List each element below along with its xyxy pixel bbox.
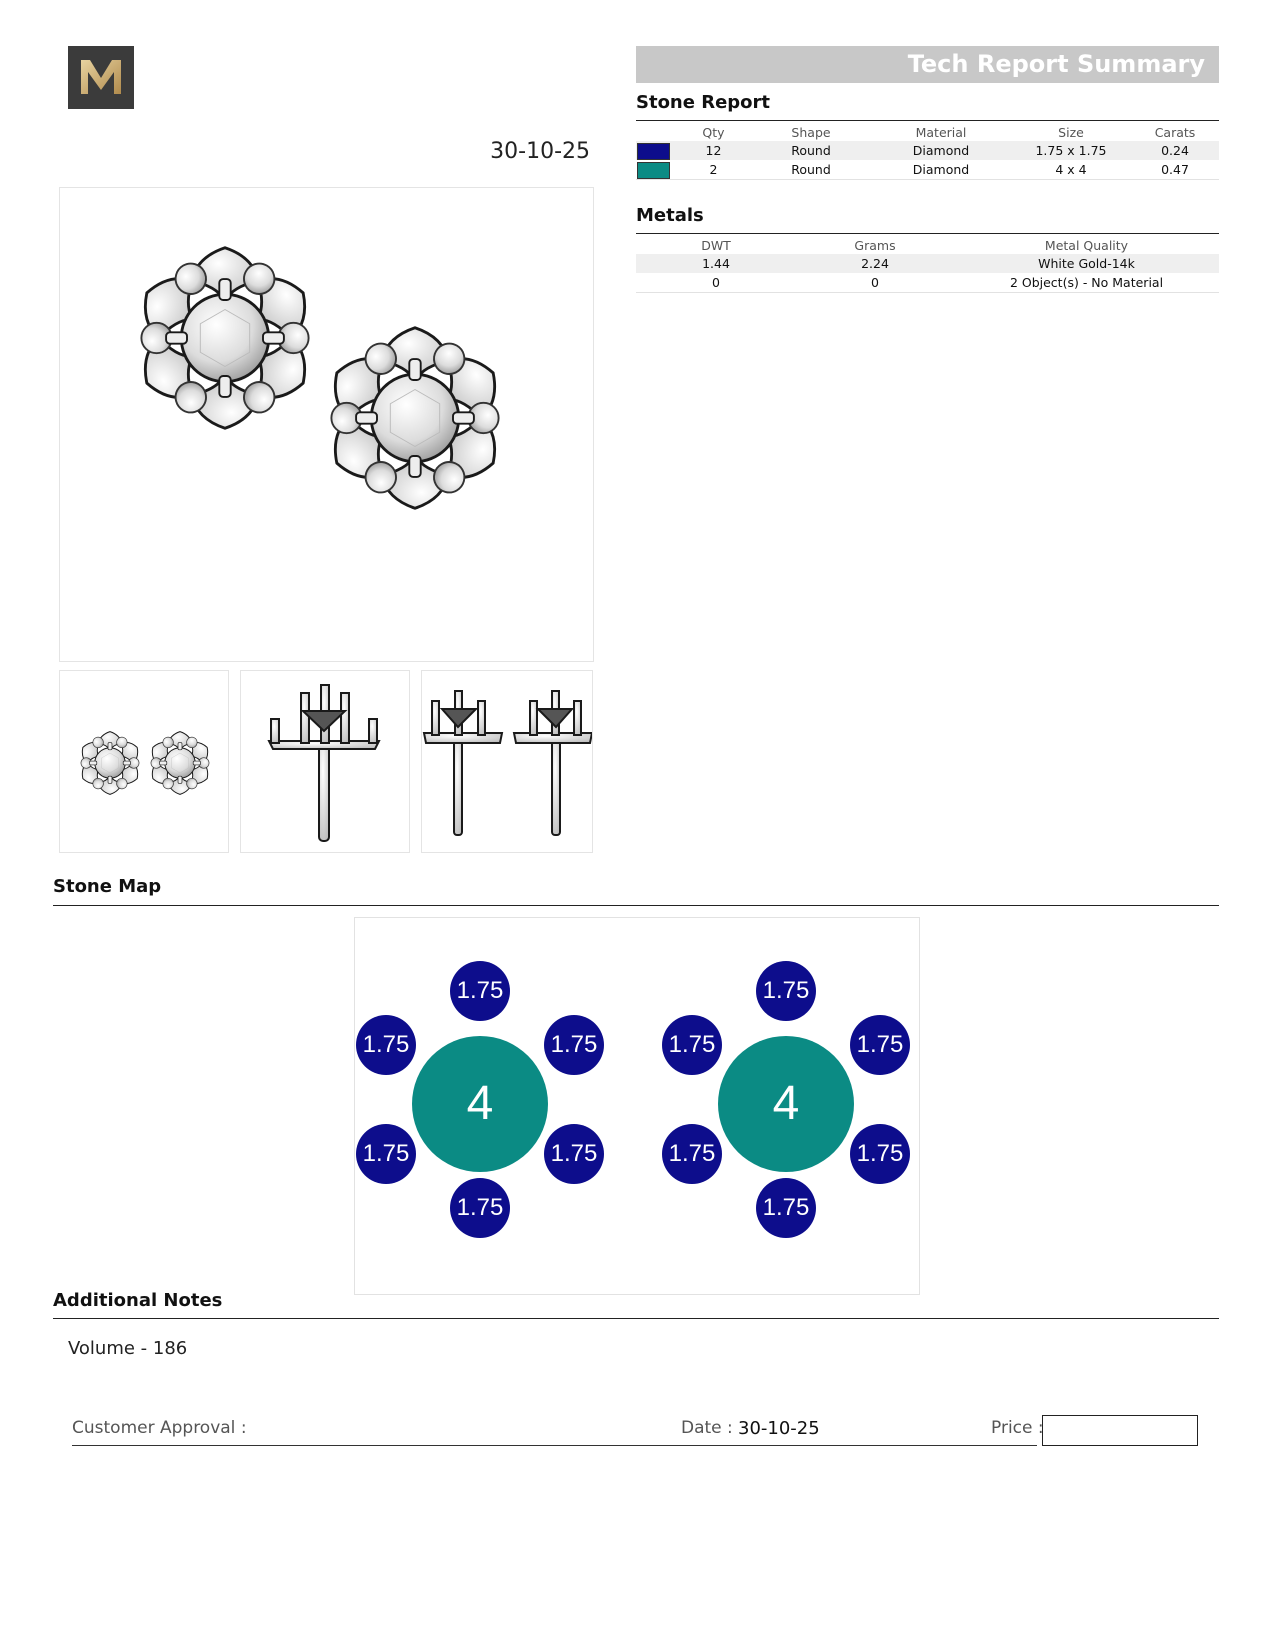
date-label: Date : xyxy=(681,1418,733,1438)
metal-quality-column-header: Metal Quality xyxy=(1044,237,1129,253)
quality-cell: White Gold-14k xyxy=(954,254,1219,273)
carats-cell: 0.47 xyxy=(1131,160,1219,180)
customer-approval-label: Customer Approval : xyxy=(72,1418,247,1438)
stone-map-rule xyxy=(53,905,1219,906)
metals-table xyxy=(636,236,1219,293)
material-column-header: Material xyxy=(915,124,967,140)
table-row xyxy=(636,254,1219,273)
qty-cell: 12 xyxy=(676,141,751,160)
shape-cell: Round xyxy=(751,141,871,160)
report-date: 30-10-25 xyxy=(490,139,590,164)
small-stone: 1.75 xyxy=(544,1124,604,1184)
company-logo xyxy=(68,46,134,109)
metals-title: Metals xyxy=(636,205,704,226)
quality-cell: 2 Object(s) - No Material xyxy=(954,273,1219,293)
material-cell: Diamond xyxy=(871,141,1011,160)
small-stone: 1.75 xyxy=(450,1178,510,1238)
dwt-column-header: DWT xyxy=(701,237,731,253)
notes-text: Volume - 186 xyxy=(68,1338,188,1359)
stone-color-swatch xyxy=(637,143,670,160)
size-column-header: Size xyxy=(1058,124,1084,140)
qty-column-header: Qty xyxy=(702,124,725,140)
side-view-graphic xyxy=(241,671,409,852)
price-field[interactable] xyxy=(1042,1415,1198,1446)
thumbnail-side-view[interactable] xyxy=(240,670,410,853)
notes-rule xyxy=(53,1318,1219,1319)
table-row xyxy=(636,273,1219,293)
center-stone: 4 xyxy=(412,1036,548,1172)
date-value: 30-10-25 xyxy=(738,1418,820,1439)
small-stone: 1.75 xyxy=(450,961,510,1021)
color-cell xyxy=(636,160,676,180)
grams-cell: 0 xyxy=(796,273,954,293)
color-column-header xyxy=(636,123,676,141)
color-cell xyxy=(636,141,676,160)
table-row xyxy=(636,160,1219,180)
shape-column-header: Shape xyxy=(791,124,831,140)
signature-line xyxy=(72,1445,1037,1446)
stone-map-title: Stone Map xyxy=(53,876,162,897)
qty-cell: 2 xyxy=(676,160,751,180)
grams-cell: 2.24 xyxy=(796,254,954,273)
small-stone: 1.75 xyxy=(662,1124,722,1184)
small-stone: 1.75 xyxy=(356,1124,416,1184)
stone-report-header-row xyxy=(636,123,1219,141)
center-stone: 4 xyxy=(718,1036,854,1172)
metals-rule xyxy=(636,233,1219,234)
stone-color-swatch xyxy=(637,162,670,179)
earrings-render-graphic xyxy=(60,188,593,661)
main-render-image xyxy=(59,187,594,662)
dwt-cell: 0 xyxy=(636,273,796,293)
table-row xyxy=(636,141,1219,160)
material-cell: Diamond xyxy=(871,160,1011,180)
small-stone: 1.75 xyxy=(544,1015,604,1075)
size-cell: 1.75 x 1.75 xyxy=(1011,141,1131,160)
stone-report-title: Stone Report xyxy=(636,92,771,113)
small-stone: 1.75 xyxy=(850,1124,910,1184)
page-title: Tech Report Summary xyxy=(907,50,1205,78)
thumbnail-top-view[interactable] xyxy=(59,670,229,853)
stone-report-table xyxy=(636,123,1219,180)
top-view-graphic xyxy=(60,671,228,852)
small-stone: 1.75 xyxy=(356,1015,416,1075)
small-stone: 1.75 xyxy=(756,1178,816,1238)
small-stone: 1.75 xyxy=(850,1015,910,1075)
front-view-graphic xyxy=(422,671,592,852)
title-banner xyxy=(636,46,1219,83)
price-label: Price : xyxy=(991,1418,1044,1438)
metals-header-row xyxy=(636,236,1219,254)
stone-map-diagram xyxy=(354,917,920,1295)
small-stone: 1.75 xyxy=(756,961,816,1021)
dwt-cell: 1.44 xyxy=(636,254,796,273)
carats-column-header: Carats xyxy=(1154,124,1196,140)
carats-cell: 0.24 xyxy=(1131,141,1219,160)
grams-column-header: Grams xyxy=(854,237,896,253)
small-stone: 1.75 xyxy=(662,1015,722,1075)
size-cell: 4 x 4 xyxy=(1011,160,1131,180)
thumbnail-front-view[interactable] xyxy=(421,670,593,853)
shape-cell: Round xyxy=(751,160,871,180)
stone-report-rule xyxy=(636,120,1219,121)
additional-notes-title: Additional Notes xyxy=(53,1290,223,1311)
